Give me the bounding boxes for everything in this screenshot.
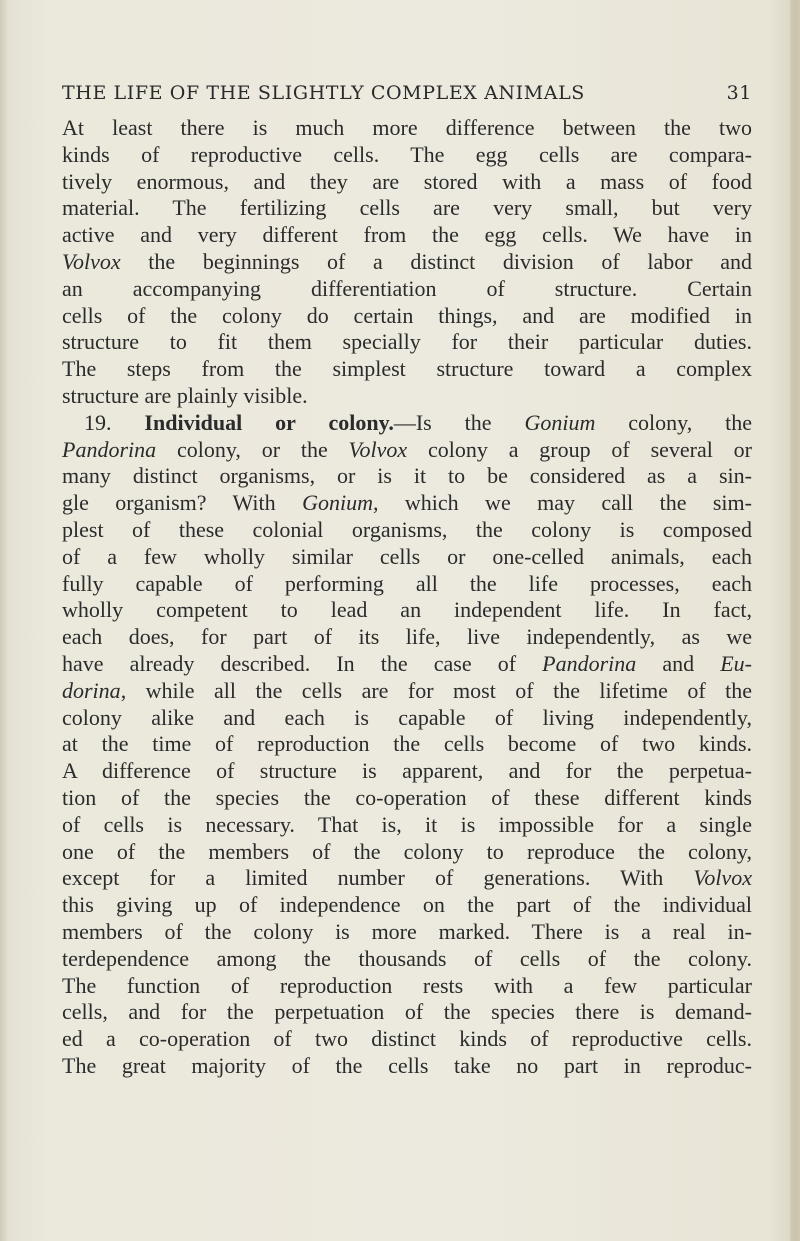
text-run: cells of the colony do certain things, and are modified in	[62, 302, 752, 328]
text-run: terdependence among the thousands of cells of the colony.	[62, 945, 752, 971]
text-run: colony a group of several or	[407, 436, 753, 462]
text-run: fully capable of performing all the life processes, each	[62, 570, 752, 596]
text-line	[62, 571, 752, 598]
text-run: —Is the	[393, 409, 525, 435]
text-line	[62, 142, 752, 169]
running-header	[62, 82, 752, 108]
italic-term: Volvox	[693, 865, 752, 891]
text-run: The steps from the simplest structure toward a complex	[62, 356, 752, 382]
text-run: kinds of reproductive cells. The egg cells are compara-	[62, 141, 752, 167]
text-run: many distinct organisms, or is it to be considered as a sin-	[62, 463, 752, 489]
text-line	[62, 624, 752, 651]
text-line	[62, 276, 752, 303]
section-heading: Individual or colony.	[144, 409, 394, 435]
text-line	[62, 597, 752, 624]
text-line	[62, 731, 752, 758]
text-line	[62, 919, 752, 946]
text-run: members of the colony is more marked. There is a real in-	[62, 918, 752, 944]
text-run: this giving up of independence on the part of the individual	[62, 892, 752, 918]
text-run: colony alike and each is capable of living independently,	[62, 704, 752, 730]
text-line	[62, 222, 752, 249]
text-line	[62, 115, 752, 142]
text-line	[62, 463, 752, 490]
text-run: gle organism? With	[62, 490, 303, 516]
text-line	[62, 544, 752, 571]
text-line	[62, 517, 752, 544]
text-line	[62, 999, 752, 1026]
text-run: wholly competent to lead an independent life. In fact,	[62, 597, 752, 623]
page-right-edge	[790, 0, 800, 1241]
text-line	[62, 839, 752, 866]
text-line	[62, 946, 752, 973]
text-line	[62, 490, 752, 517]
text-run: material. The fertilizing cells are very small, but very	[62, 195, 752, 221]
text-line	[62, 356, 752, 383]
text-line	[62, 1053, 752, 1080]
italic-term: Gonium	[302, 490, 373, 516]
text-line	[62, 1026, 752, 1053]
text-line	[62, 195, 752, 222]
text-run: active and very different from the egg cells. We have in	[62, 222, 752, 248]
text-line	[62, 410, 752, 437]
text-run: The function of reproduction rests with a few particular	[62, 972, 752, 998]
text-line	[62, 383, 752, 410]
text-run: , while all the cells are for most of the lifetime of the	[120, 677, 752, 703]
text-line	[62, 892, 752, 919]
text-line	[62, 651, 752, 678]
text-run: each does, for part of its life, live independently, as we	[62, 624, 752, 650]
text-line	[62, 812, 752, 839]
text-line	[62, 865, 752, 892]
text-run: ed a co-operation of two distinct kinds of reproductive cells.	[62, 1026, 752, 1052]
text-run: tion of the species the co-operation of these different kinds	[62, 784, 752, 810]
italic-term: Eu-	[720, 650, 752, 676]
text-run: A difference of structure is apparent, and for the perpetua-	[62, 758, 752, 784]
text-line	[62, 437, 752, 464]
text-line	[62, 678, 752, 705]
text-run: an accompanying differentiation of structure. Certain	[62, 275, 752, 301]
text-run: of cells is necessary. That is, it is impossible for a single	[62, 811, 752, 837]
text-line	[62, 705, 752, 732]
text-run: the beginnings of a distinct division of labor and	[120, 248, 752, 274]
text-run: plest of these colonial organisms, the colony is composed	[62, 516, 752, 542]
text-run: one of the members of the colony to reproduce the colony,	[62, 838, 752, 864]
text-run: and	[636, 650, 721, 676]
text-run: tively enormous, and they are stored with a mass of food	[62, 168, 752, 194]
text-run: colony, the	[595, 409, 753, 435]
italic-term: dorina	[62, 677, 121, 703]
italic-term: Pandorina	[62, 436, 157, 462]
text-run: At least there is much more difference between the two	[62, 115, 752, 140]
text-line	[62, 169, 752, 196]
text-run: The great majority of the cells take no part in reproduc-	[62, 1052, 752, 1078]
text-line	[62, 249, 752, 276]
italic-term: Volvox	[348, 436, 408, 462]
text-run: 19.	[84, 409, 145, 435]
body-text	[62, 115, 752, 1080]
text-line	[62, 785, 752, 812]
italic-term: Pandorina	[542, 650, 637, 676]
running-header-title: THE LIFE OF THE SLIGHTLY COMPLEX ANIMALS	[62, 82, 585, 104]
italic-term: Volvox	[62, 248, 121, 274]
text-run: structure to fit them specially for their particular duties.	[62, 329, 752, 355]
text-run: of a few wholly similar cells or one-celled animals, each	[62, 543, 752, 569]
text-line	[62, 329, 752, 356]
page-left-edge	[0, 0, 8, 1241]
text-run: structure are plainly visible.	[62, 382, 308, 408]
text-run: colony, or the	[156, 436, 349, 462]
text-line	[62, 973, 752, 1000]
text-run: , which we may call the sim-	[372, 490, 752, 516]
italic-term: Gonium	[524, 409, 596, 435]
text-run: cells, and for the perpetuation of the species there is demand-	[62, 999, 752, 1025]
text-line	[62, 758, 752, 785]
text-line	[62, 303, 752, 330]
text-run: at the time of reproduction the cells become of two kinds.	[62, 731, 752, 757]
text-run: except for a limited number of generations. With	[62, 865, 694, 891]
page-number: 31	[726, 82, 752, 104]
text-run: have already described. In the case of	[62, 650, 543, 676]
